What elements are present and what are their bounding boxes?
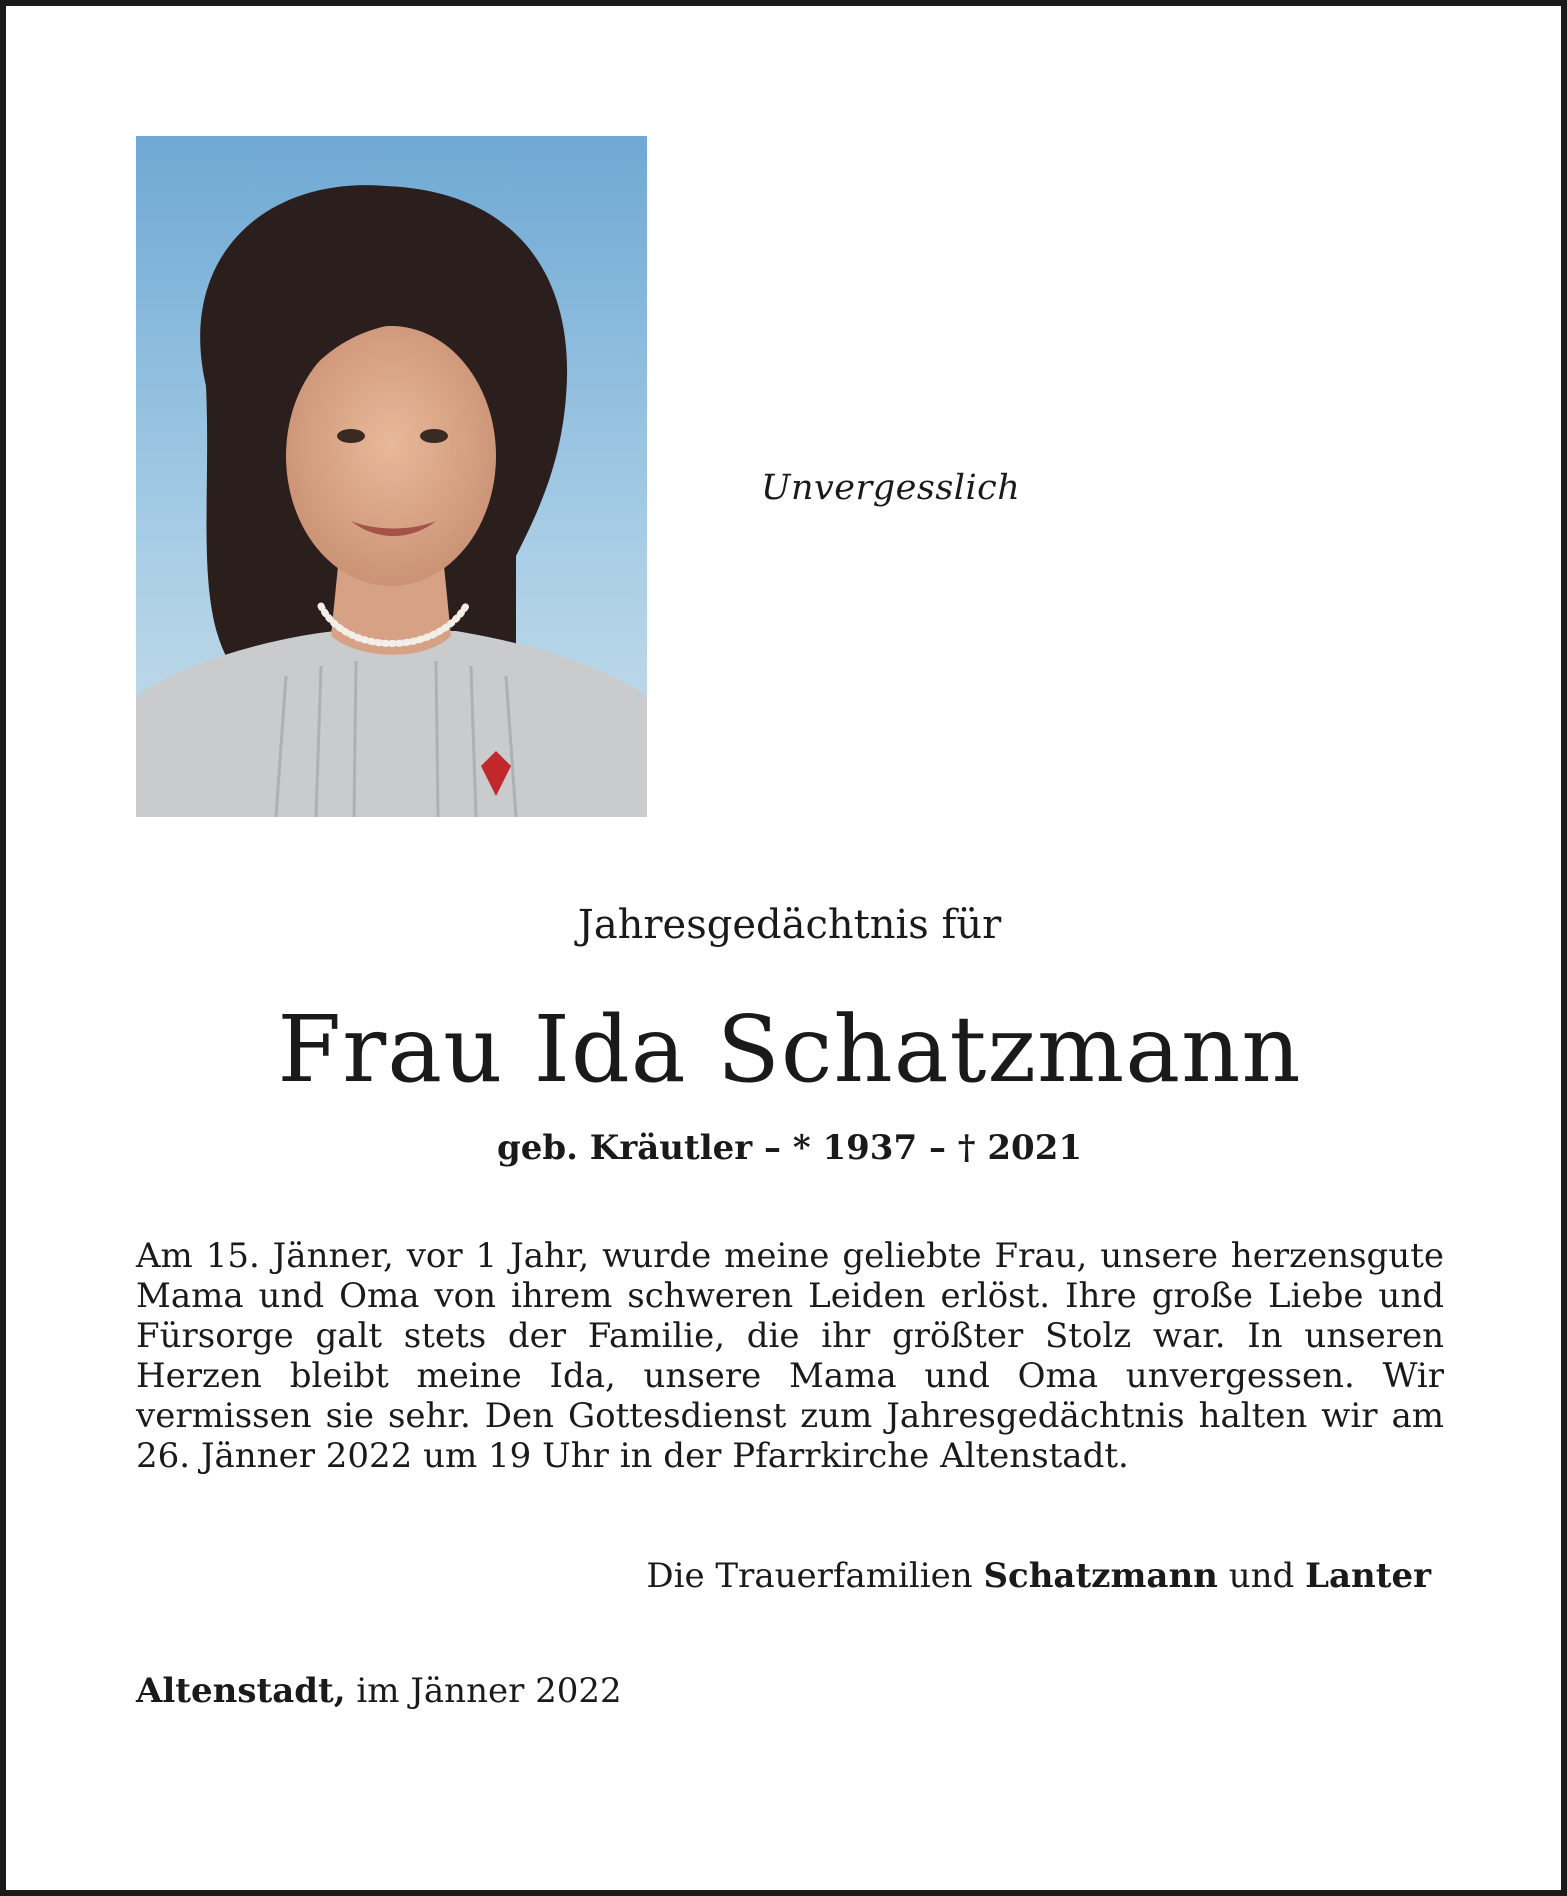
- signature-prefix: Die Trauerfamilien: [646, 1556, 973, 1596]
- deceased-name: Frau Ida Schatzmann: [277, 996, 1302, 1103]
- signature: [646, 1556, 1431, 1596]
- life-dates: geb. Kräutler – * 1937 – † 2021: [496, 1128, 1083, 1168]
- motto: Unvergesslich: [761, 468, 1021, 508]
- place-date: [136, 1671, 622, 1711]
- signature-family-1: Schatzmann: [983, 1556, 1218, 1596]
- portrait-image: [136, 136, 647, 817]
- signature-joiner: und: [1228, 1556, 1295, 1596]
- memorial-intro: Jahresgedächtnis für: [577, 902, 1002, 948]
- notice-body-text: Am 15. Jänner, vor 1 Jahr, wurde meine geliebte Frau, unsere herzensgute Mama und Oma von ihrem schweren Leiden erlöst. Ihre große Liebe und Fürsorge galt stets der Familie, die ihr größter Stolz war. In unseren Herzen bleibt meine Ida, unsere Mama und Oma unvergessen. Wir vermissen sie sehr. Den Gottesdienst zum Jahresgedächtnis halten wir am 26. Jänner 2022 um 19 Uhr in der Pfarrkirche Altenstadt.: [136, 1236, 1444, 1476]
- place: Altenstadt,: [136, 1671, 346, 1711]
- portrait-photo: [136, 136, 647, 817]
- date: im Jänner 2022: [356, 1671, 622, 1711]
- signature-family-2: Lanter: [1305, 1556, 1431, 1596]
